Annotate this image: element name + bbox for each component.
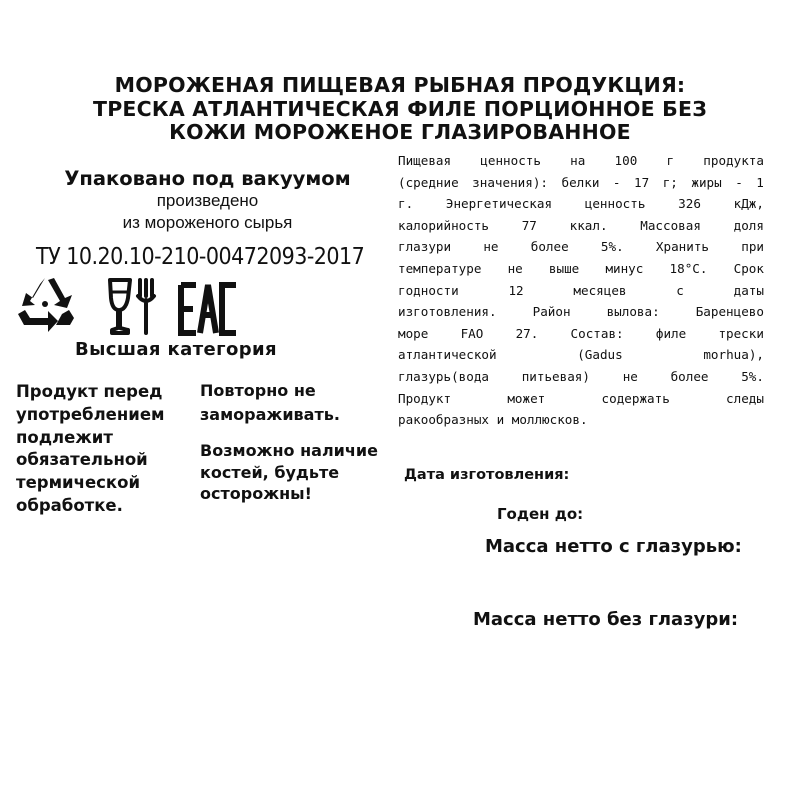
nutrition-line: ракообразных и моллюсков. (398, 412, 588, 428)
product-title (0, 74, 800, 145)
warning-line: обязательной (16, 450, 148, 470)
warning-line: подлежит (16, 427, 113, 447)
quality-category: Высшая категория (75, 339, 277, 360)
title-line-2: ТРЕСКА АТЛАНТИЧЕСКАЯ ФИЛЕ ПОРЦИОННОЕ БЕЗ (93, 96, 707, 121)
nutrition-line: г. Энергетическая ценность 326 кДж, (398, 196, 764, 212)
produced-label: произведено (156, 191, 259, 210)
net-weight-without-glaze-label: Масса нетто без глазури: (473, 609, 739, 630)
warning-line: костей, будьте (200, 462, 340, 482)
nutrition-line: калорийность 77 ккал. Массовая доля (398, 217, 764, 233)
nutrition-line: Продукт может содержать следы (398, 390, 764, 406)
eac-mark-icon (178, 281, 240, 337)
manufacture-date-label: Дата изготовления: (404, 467, 570, 483)
warning-line: термической (16, 473, 141, 493)
recycle-icon (12, 274, 78, 334)
packaging-info (20, 168, 395, 234)
nutrition-line: Пищевая ценность на 100 г продукта (398, 153, 764, 168)
title-line-1: МОРОЖЕНАЯ ПИЩЕВАЯ РЫБНАЯ ПРОДУКЦИЯ: (114, 73, 686, 97)
nutrition-line: изготовления. Район вылова: Баренцево (398, 304, 764, 320)
nutrition-line: глазурь(вода питьевая) не более 5%. (398, 368, 764, 384)
warning-line: употреблением (16, 404, 165, 424)
nutrition-line: годности 12 месяцев с даты (398, 282, 764, 298)
nutrition-line: температуре не выше минус 18°С. Срок (398, 260, 764, 276)
warning-line: осторожны! (200, 484, 312, 503)
raw-material-label: из мороженого сырья (122, 213, 293, 232)
glass-fork-icon (104, 276, 160, 336)
title-line-3: КОЖИ МОРОЖЕНОЕ ГЛАЗИРОВАННОЕ (169, 120, 631, 144)
warning-line: Продукт перед (16, 382, 163, 401)
vacuum-packed-label: Упаковано под вакуумом (64, 167, 351, 190)
nutrition-line: атлантической (Gadus morhua), (398, 347, 764, 363)
technical-standard: ТУ 10.20.10-210-00472093-2017 (36, 244, 365, 270)
best-before-label: Годен до: (497, 505, 584, 523)
warning-line: Возможно наличие (200, 441, 378, 460)
warning-line: Повторно не (200, 381, 316, 400)
nutrition-line: (средние значения): белки - 17 г; жиры - 1 (398, 174, 764, 190)
bones-warning (200, 440, 390, 505)
nutrition-line: глазури не более 5%. Хранить при (398, 239, 764, 255)
warning-line: обработке. (16, 495, 123, 515)
cooking-warning (16, 381, 196, 518)
warning-line: замораживать. (200, 405, 340, 424)
nutrition-line: море FAO 27. Состав: филе трески (398, 325, 764, 341)
net-weight-with-glaze-label: Масса нетто с глазурью: (485, 536, 742, 557)
refreeze-warning (200, 379, 390, 427)
nutrition-composition-text (398, 150, 764, 431)
